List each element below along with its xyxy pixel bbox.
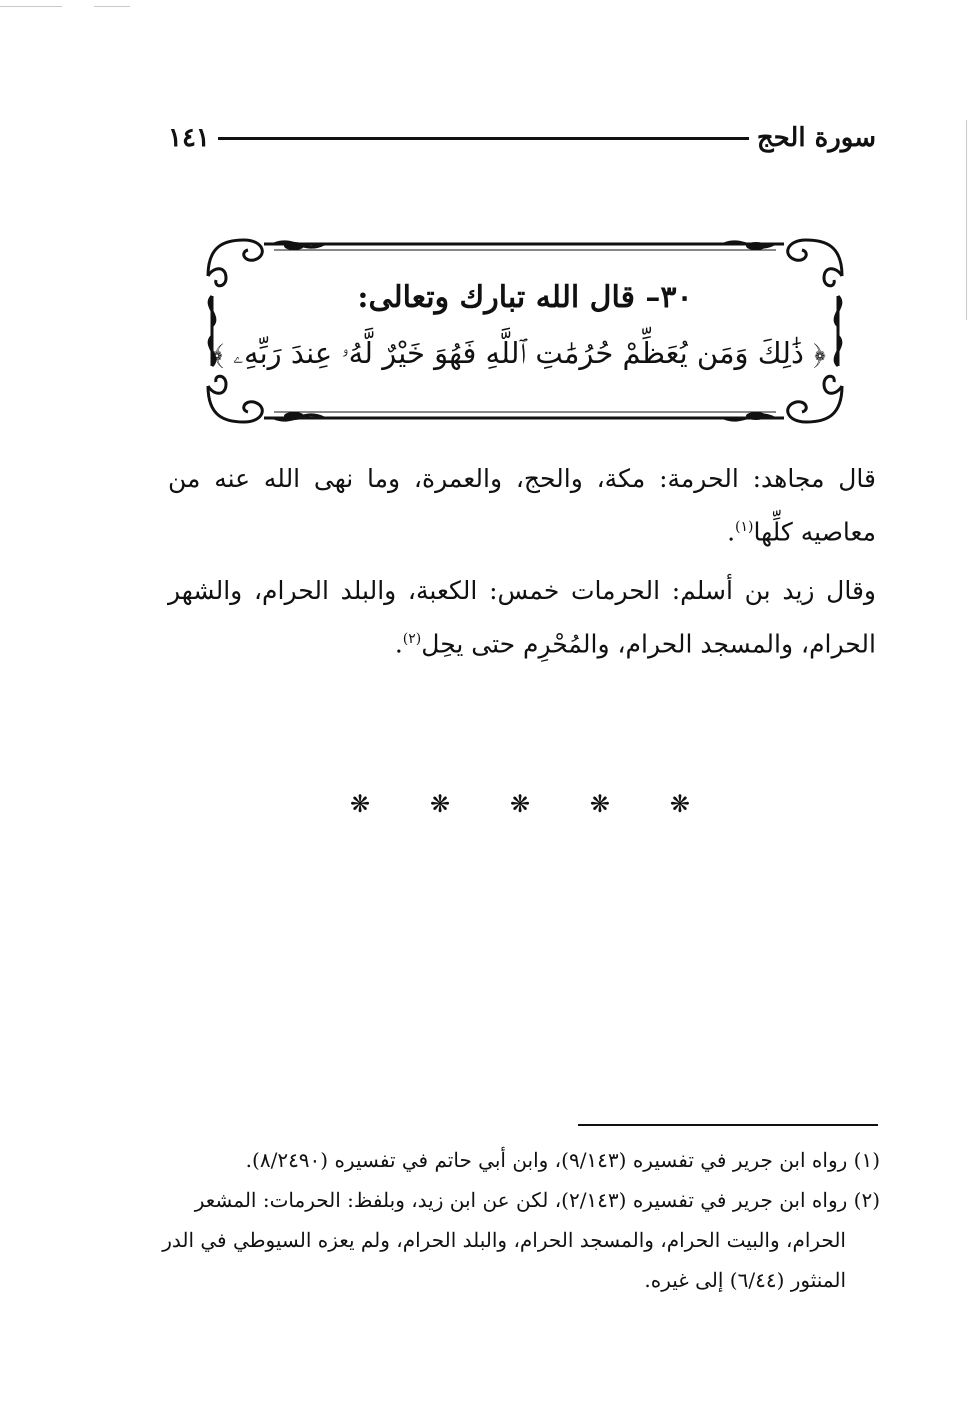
separator-star-icon: ❋: [589, 790, 611, 818]
ornamental-frame: [204, 236, 846, 426]
footnote-2-line-3: المنثور (٦/٤٤) إلى غيره.: [644, 1268, 846, 1292]
scan-edge-top-mid: [94, 6, 130, 7]
paragraph-end: .: [394, 629, 403, 659]
section-separator: [350, 790, 690, 818]
paragraph-line: قال مجاهد: الحرمة: مكة، والحج، والعمرة، وما نهى الله عنه من: [168, 464, 876, 493]
header-rule: [218, 137, 749, 140]
separator-star-icon: ❋: [350, 790, 371, 818]
footnotes: [162, 1140, 880, 1300]
scan-edge-top-left: [0, 6, 62, 7]
separator-star-icon: ❋: [509, 790, 531, 818]
scan-edge-right: [966, 120, 967, 320]
paragraph-line-last: [168, 615, 876, 668]
paragraph-line: وقال زيد بن أسلم: الحرمات خمس: الكعبة، والبلد الحرام، والشهر: [168, 576, 876, 605]
footnote-2-line-2: الحرام، والبيت الحرام، والمسجد الحرام، والبلد الحرام، ولم يعزه السيوطي في الدر: [162, 1228, 846, 1252]
paragraph-mujahid: [168, 455, 876, 556]
footnote-rule: [578, 1124, 878, 1126]
box-heading: ٣٠– قال الله تبارك وتعالى:: [357, 280, 693, 315]
footnote-ref-2[interactable]: (٢): [402, 631, 422, 647]
paragraph-text: معاصيه كلِّها: [753, 517, 876, 547]
paragraph-zayd: [168, 567, 876, 668]
paragraph-end: .: [727, 517, 736, 547]
quran-verse: ﴿ ذَٰلِكَ وَمَن يُعَظِّمْ حُرُمَٰتِ ٱللَّهِ فَهُوَ خَيْرٌ لَّهُۥ عِندَ رَبِّهِۦ ﴾: [210, 336, 826, 370]
footnote-1: (١) رواه ابن جرير في تفسيره (٩/١٤٣)، وابن أبي حاتم في تفسيره (٨/٢٤٩٠).: [245, 1148, 880, 1172]
frame-ornament: [204, 236, 846, 426]
paragraph-text: الحرام، والمسجد الحرام، والمُحْرِم حتى يحِل: [421, 629, 876, 659]
running-header: [168, 118, 876, 158]
page-number: ١٤١: [168, 123, 210, 153]
paragraph-line-last: [168, 503, 876, 556]
separator-star-icon: ❋: [669, 790, 690, 818]
surah-title: سورة الحج: [756, 123, 876, 153]
separator-star-icon: ❋: [429, 790, 451, 818]
footnote-ref-1[interactable]: (١): [735, 519, 754, 535]
footnote-2-line-1: (٢) رواه ابن جرير في تفسيره (٢/١٤٣)، لكن عن ابن زيد، وبلفظ: الحرمات: المشعر: [194, 1188, 880, 1212]
